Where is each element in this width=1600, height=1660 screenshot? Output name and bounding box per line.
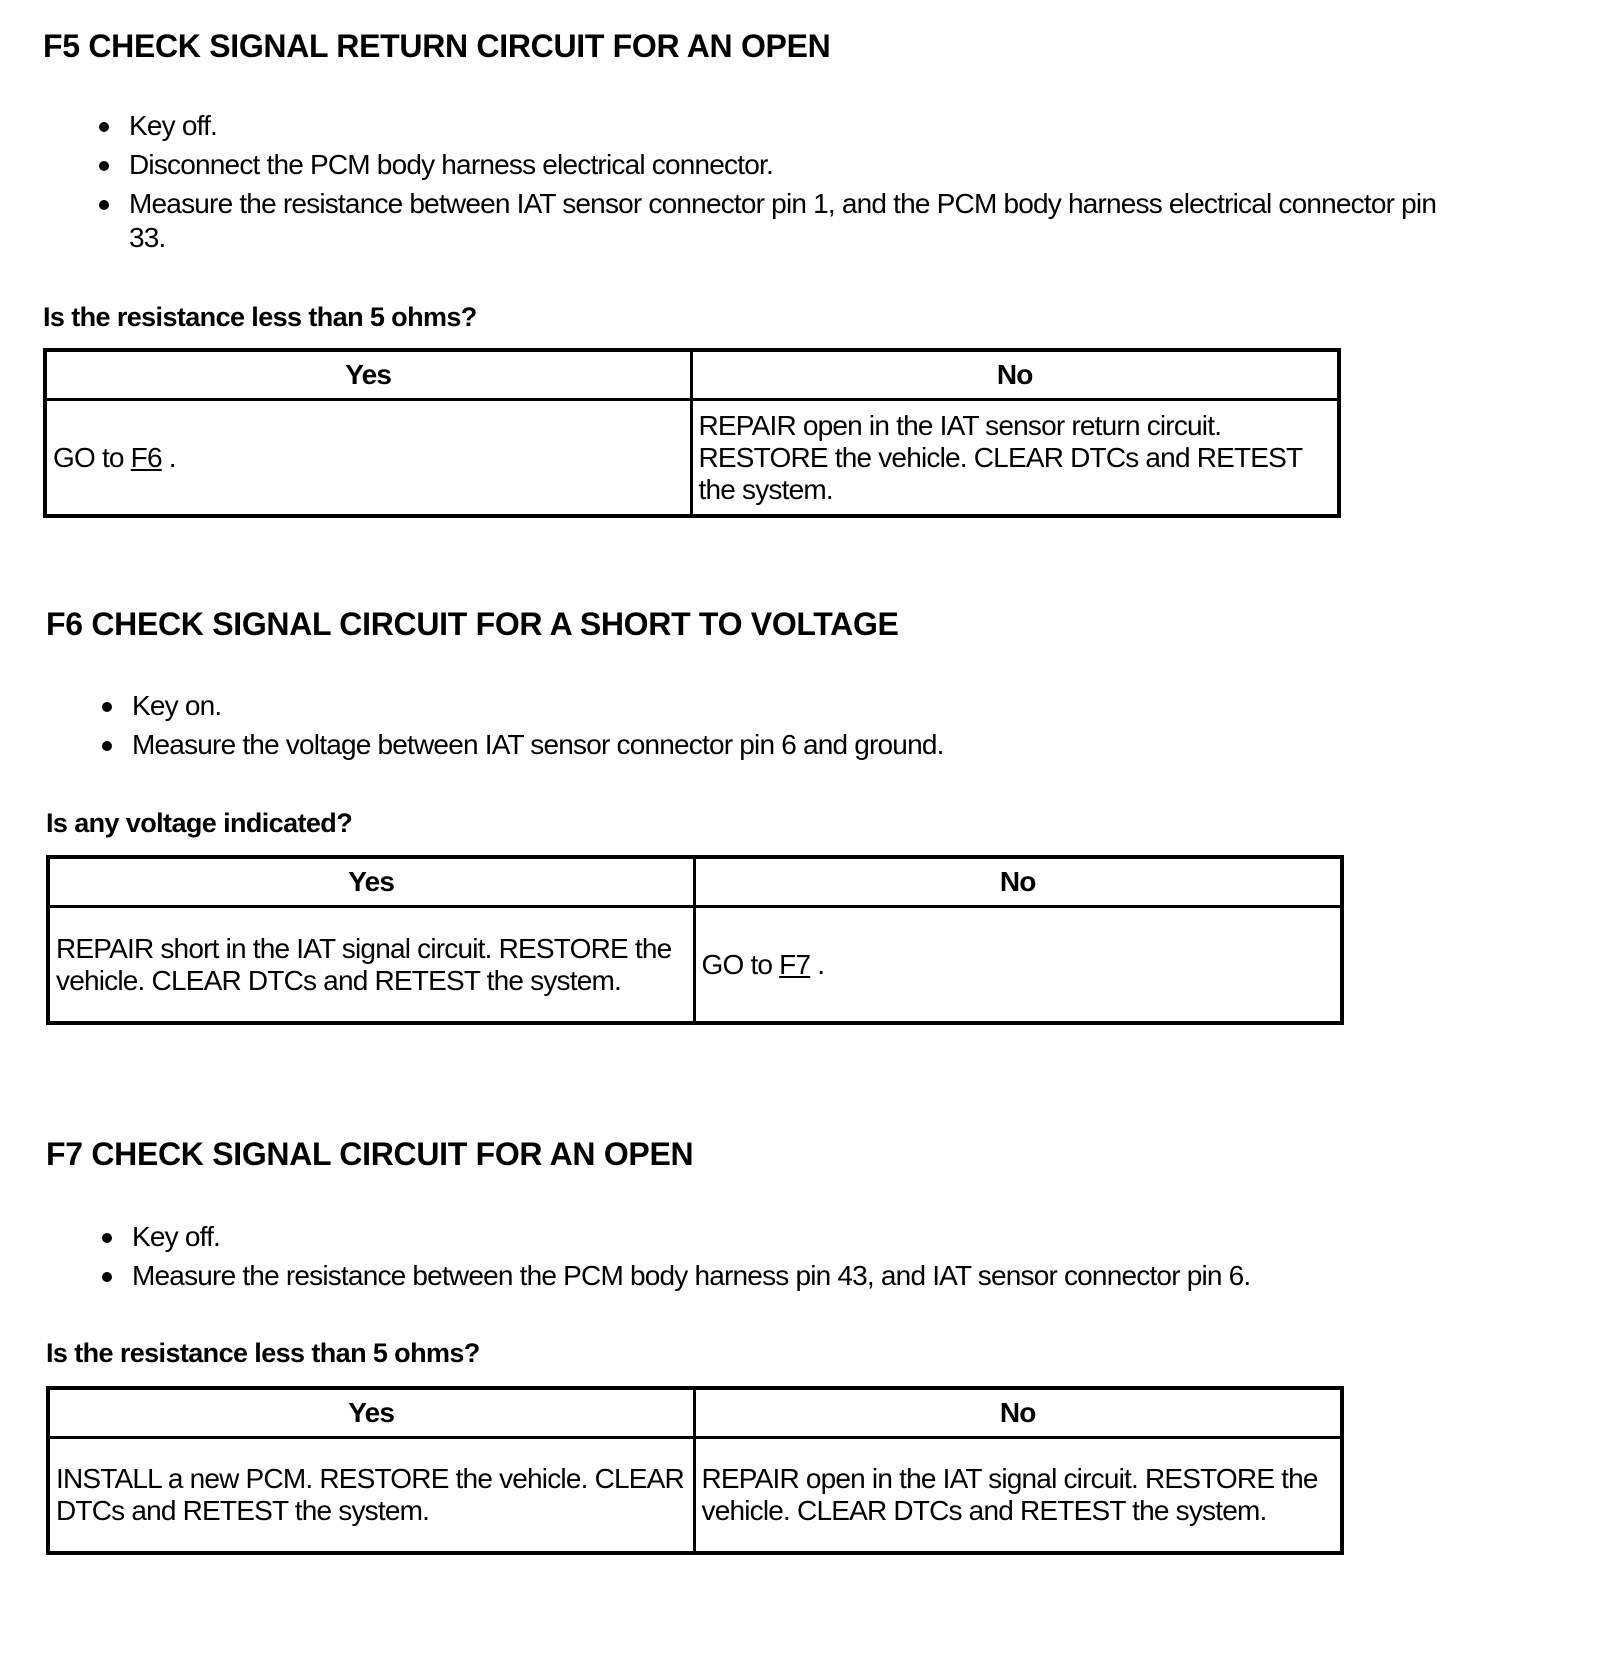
- step-item: Key on.: [104, 689, 1444, 723]
- steps-list-f5: [101, 109, 1441, 260]
- question-f5: Is the resistance less than 5 ohms?: [43, 302, 477, 332]
- yes-header: Yes: [48, 1388, 694, 1438]
- section-title-f5: F5 CHECK SIGNAL RETURN CIRCUIT FOR AN OPEN: [43, 28, 831, 64]
- yes-cell: REPAIR short in the IAT signal circuit. RESTORE the vehicle. CLEAR DTCs and RETEST the system.: [48, 907, 694, 1024]
- no-text: GO to: [701, 948, 780, 980]
- no-header: No: [694, 857, 1342, 907]
- yes-header: Yes: [45, 350, 691, 400]
- step-item: Measure the voltage between IAT sensor connector pin 6 and ground.: [104, 728, 1444, 762]
- step-item: Key off.: [101, 109, 1441, 143]
- step-item: Measure the resistance between the PCM body harness pin 43, and IAT sensor connector pin 6.: [104, 1259, 1504, 1293]
- step-item: Measure the resistance between IAT sensor connector pin 1, and the PCM body harness electrical connector pin 33.: [101, 187, 1441, 255]
- yes-suffix: .: [161, 441, 176, 473]
- steps-list-f6: [104, 689, 1444, 767]
- step-item: Key off.: [104, 1220, 1504, 1254]
- yes-cell: INSTALL a new PCM. RESTORE the vehicle. CLEAR DTCs and RETEST the system.: [48, 1438, 694, 1554]
- yes-header: Yes: [48, 857, 694, 907]
- yes-cell: [45, 400, 691, 517]
- section-title-f7: F7 CHECK SIGNAL CIRCUIT FOR AN OPEN: [46, 1136, 694, 1172]
- step-item: Disconnect the PCM body harness electrical connector.: [101, 148, 1441, 182]
- decision-table-f7: [46, 1386, 1344, 1555]
- no-cell: REPAIR open in the IAT sensor return circuit. RESTORE the vehicle. CLEAR DTCs and RETEST the system.: [691, 400, 1339, 517]
- link-f6[interactable]: F6: [130, 441, 162, 473]
- yes-text: GO to: [53, 441, 131, 473]
- no-suffix: .: [810, 948, 825, 980]
- no-header: No: [691, 350, 1339, 400]
- decision-table-f6: [46, 855, 1344, 1025]
- no-cell: REPAIR open in the IAT signal circuit. RESTORE the vehicle. CLEAR DTCs and RETEST the system.: [694, 1438, 1342, 1554]
- section-title-f6: F6 CHECK SIGNAL CIRCUIT FOR A SHORT TO VOLTAGE: [46, 606, 899, 642]
- question-f7: Is the resistance less than 5 ohms?: [46, 1338, 480, 1368]
- no-cell: [694, 907, 1342, 1024]
- no-header: No: [694, 1388, 1342, 1438]
- decision-table-f5: [43, 348, 1341, 518]
- steps-list-f7: [104, 1220, 1504, 1298]
- question-f6: Is any voltage indicated?: [46, 808, 353, 838]
- link-f7[interactable]: F7: [779, 948, 811, 980]
